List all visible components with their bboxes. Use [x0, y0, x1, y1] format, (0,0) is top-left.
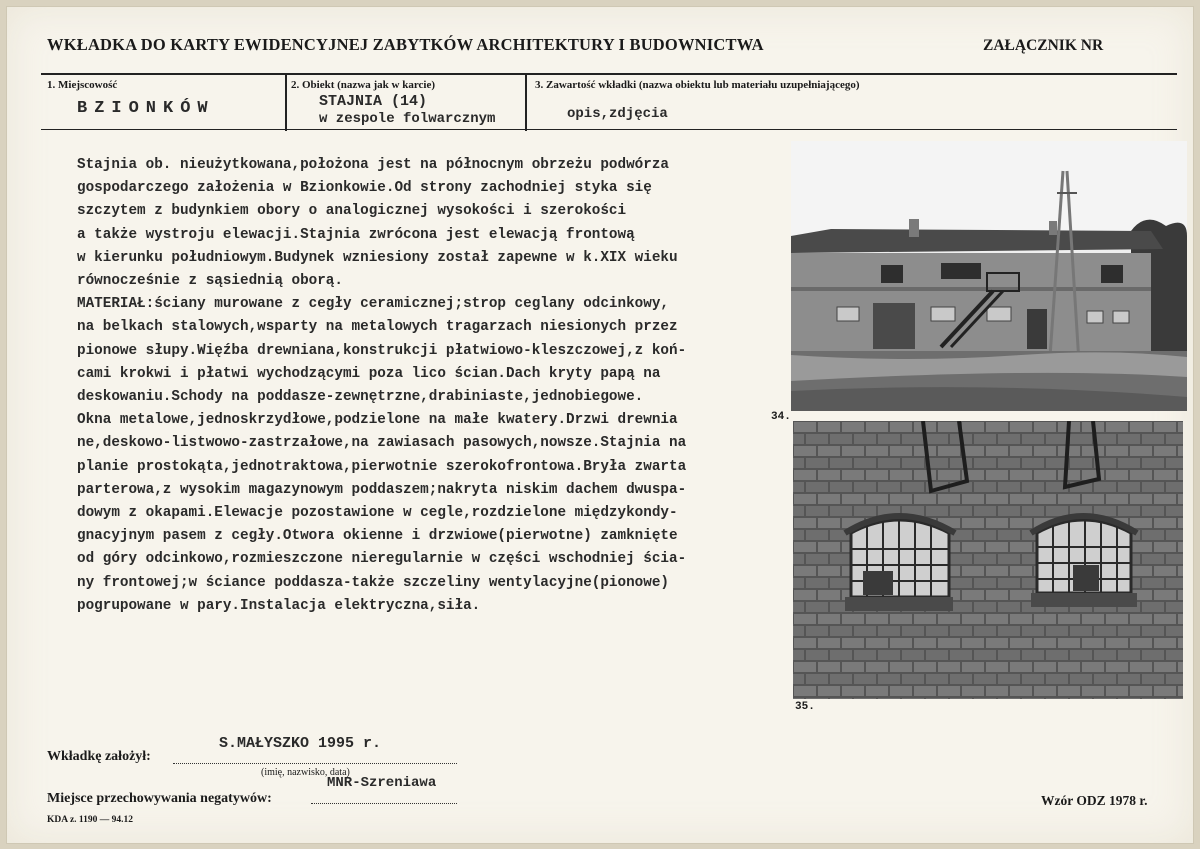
attachment-number: ZAŁĄCZNIK NR: [983, 37, 1104, 54]
brick-wall-windows-photo: [793, 421, 1183, 699]
contents-value: opis,zdjęcia: [567, 106, 668, 122]
founder-label: Wkładkę założył:: [47, 749, 151, 764]
kda-code: KDA z. 1190 — 94.12: [47, 815, 134, 825]
card-title: WKŁADKA DO KARTY EWIDENCYJNEJ ZABYTKÓW ARCHITEKTURY I BUDOWNICTWA: [47, 35, 764, 54]
top-rule: [41, 73, 1177, 75]
place-value: BZIONKÓW: [77, 99, 215, 118]
field-divider-1: [285, 73, 287, 131]
photo2-number: 35.: [795, 701, 815, 713]
object-value-line1: STAJNIA (14): [319, 93, 428, 110]
contents-label: 3. Zawartość wkładki (nazwa obiektu lub materiału uzupełniającego): [535, 79, 860, 91]
stable-building-photo: [791, 141, 1187, 411]
founder-dotted-line: [173, 763, 457, 764]
photo1-number: 34.: [771, 411, 791, 423]
form-pattern: Wzór ODZ 1978 r.: [1041, 793, 1148, 808]
fields-bottom-rule: [41, 129, 1177, 130]
object-label: 2. Obiekt (nazwa jak w karcie): [291, 79, 436, 91]
founder-value: S.MAŁYSZKO 1995 r.: [219, 735, 382, 752]
founder-hint: (imię, nazwisko, data): [261, 767, 350, 778]
storage-label: Miejsce przechowywania negatywów:: [47, 791, 272, 806]
storage-value: MNR-Szreniawa: [327, 775, 437, 791]
inventory-card-insert: [6, 6, 1194, 844]
object-value-line2: w zespole folwarcznym: [319, 111, 496, 127]
description-text: Stajnia ob. nieużytkowana,położona jest na północnym obrzeżu podwórza gospodarczego założenia w Bzionkowie.Od strony zachodniej styka się szczytem z budynkiem obory o analogicznej wysokości i szerokości a także wystroju elewacji.Stajnia zwrócona jest elewacją frontową w kierunku południowym.Budynek wzniesiony został zapewne w k.XIX wieku równocześnie z sąsiednią oborą. MATERIAŁ:ściany murowane z cegły ceramicznej;strop ceglany odcinkowy, na belkach stalowych,wsparty na metalowych tragarzach niesionych przez pionowe słupy.Więźba drewniana,konstrukcji płatwiowo-kleszczowej,z koń- cami krokwi i płatwi wychodzącymi poza lico ścian.Dach kryty papą na deskowaniu.Schody na poddasze-zewnętrzne,drabiniaste,jednobiegowe. Okna metalowe,jednoskrzydłowe,podzielone na małe kwatery.Drzwi drewnia ne,deskowo-listwowo-zastrzałowe,na zawiasach pasowych,nowsze.Stajnia na planie prostokąta,jednotraktowa,pierwotnie szerokofrontowa.Bryła zwarta parterowa,z wysokim magazynowym poddaszem;nakryta niskim dachem dwuspa- dowym z okapami.Elewacje pozostawione w cegle,rozdzielone międzykondy- gnacyjnym pasem z cegły.Otwora okienne i drzwiowe(pierwotne) zamknięte od góry odcinkowo,rozmieszczone nieregularnie w części wschodniej ścia- ny frontowej;w ściance poddasza-także szczeliny wentylacyjne(pionowe) pogrupowane w pary.Instalacja elektryczna,siła.: [77, 157, 687, 614]
field-divider-2: [525, 73, 527, 131]
storage-dotted-line: [311, 803, 457, 804]
place-label: 1. Miejscowość: [47, 79, 118, 91]
